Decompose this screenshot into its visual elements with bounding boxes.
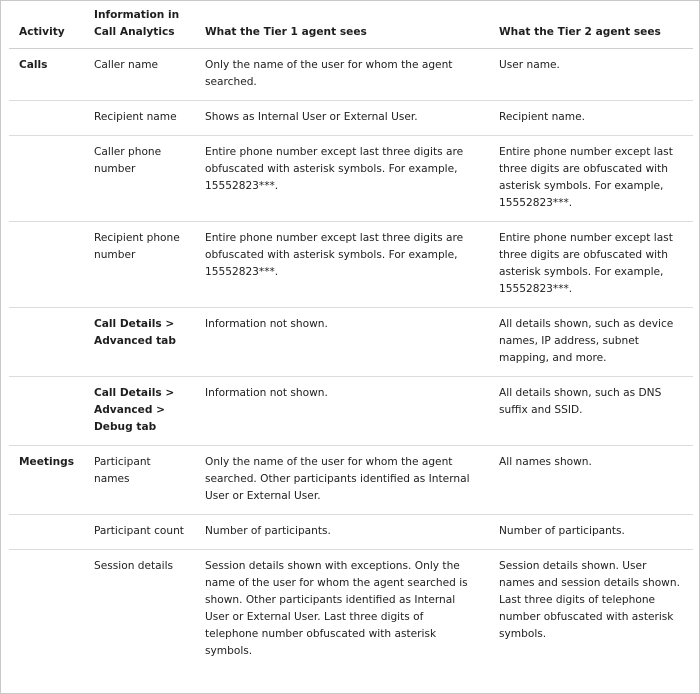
table-row: [9, 49, 693, 101]
tier2-cell: Entire phone number except last three digits are obfuscated with asterisk symbols. For example, 15552823***.: [489, 136, 693, 222]
table-row: [9, 222, 693, 308]
info-cell: Participant count: [84, 515, 195, 550]
activity-cell: Meetings: [9, 446, 84, 515]
tier1-cell: Information not shown.: [195, 377, 489, 446]
table-row: [9, 446, 693, 515]
table-row: [9, 101, 693, 136]
activity-cell: [9, 550, 84, 670]
tier1-cell: Session details shown with exceptions. Only the name of the user for whom the agent searched is shown. Other participants identified as Internal User or External User. Last three digits of telephone number obfuscated with asterisk symbols.: [205, 560, 468, 657]
activity-cell: Calls: [9, 49, 84, 101]
tier2-cell: User name.: [489, 49, 693, 101]
activity-cell: [9, 136, 84, 222]
info-cell: Caller phone number: [84, 136, 195, 222]
permissions-table: [9, 1, 693, 669]
tier1-cell: Only the name of the user for whom the agent searched. Other participants identified as Internal User or External User.: [195, 446, 489, 515]
tier1-cell: Number of participants.: [195, 515, 489, 550]
table-row: [9, 308, 693, 377]
table-row: [9, 377, 693, 446]
activity-cell: [9, 222, 84, 308]
header-tier2: What the Tier 2 agent sees: [489, 1, 693, 49]
info-cell: Call Details > Advanced > Debug tab: [84, 377, 195, 446]
info-cell: Participant names: [84, 446, 195, 515]
info-cell: Recipient name: [84, 101, 195, 136]
tier1-cell: Entire phone number except last three digits are obfuscated with asterisk symbols. For example, 15552823***.: [195, 222, 489, 308]
tier1-cell: Only the name of the user for whom the agent searched.: [195, 49, 489, 101]
info-cell: Caller name: [84, 49, 195, 101]
header-information: Information in Call Analytics: [84, 1, 195, 49]
tier1-cell: Information not shown.: [195, 308, 489, 377]
table-row: [9, 136, 693, 222]
header-row: [9, 1, 693, 49]
tier2-cell: All names shown.: [489, 446, 693, 515]
header-activity: Activity: [9, 1, 84, 49]
tier2-cell: All details shown, such as DNS suffix and SSID.: [489, 377, 693, 446]
header-tier1: What the Tier 1 agent sees: [195, 1, 489, 49]
table-row: [9, 550, 693, 670]
table-row: [9, 515, 693, 550]
tier2-cell: All details shown, such as device names, IP address, subnet mapping, and more.: [489, 308, 693, 377]
tier2-cell: Number of participants.: [489, 515, 693, 550]
activity-cell: [9, 101, 84, 136]
info-cell: Recipient phone number: [84, 222, 195, 308]
activity-cell: [9, 515, 84, 550]
info-cell: Call Details > Advanced tab: [84, 308, 195, 377]
tier1-cell: Entire phone number except last three digits are obfuscated with asterisk symbols. For example, 15552823***.: [195, 136, 489, 222]
info-cell: Session details: [94, 560, 174, 572]
tier2-cell: Recipient name.: [489, 101, 693, 136]
activity-cell: [9, 377, 84, 446]
tier2-cell: Entire phone number except last three digits are obfuscated with asterisk symbols. For example, 15552823***.: [489, 222, 693, 308]
activity-cell: [9, 308, 84, 377]
tier1-cell: Shows as Internal User or External User.: [195, 101, 489, 136]
tier2-cell: Session details shown. User names and session details shown. Last three digits of telephone number obfuscated with asterisk symbols.: [499, 560, 680, 640]
